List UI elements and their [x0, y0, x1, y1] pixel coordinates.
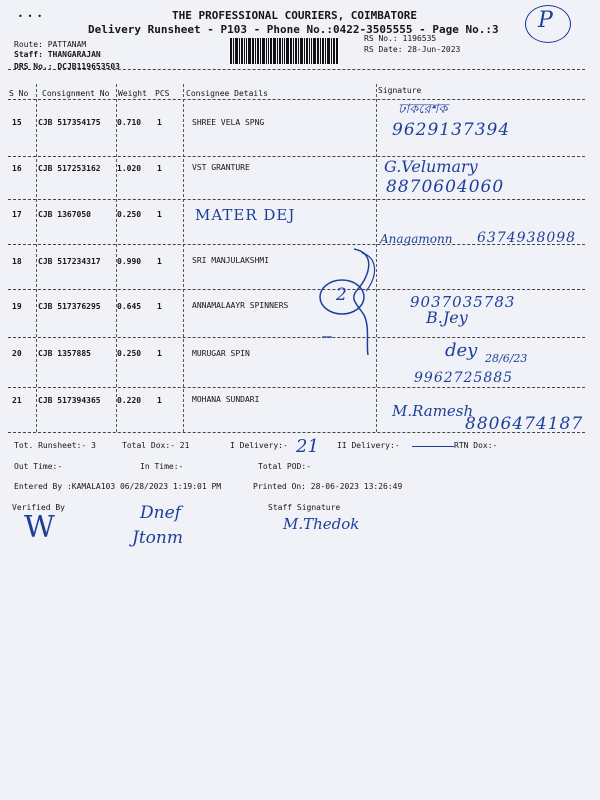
row-consignment: CJB 517354175 — [38, 118, 101, 127]
row-signature-phone: 9629137394 — [392, 120, 511, 140]
row-weight: 0.990 — [117, 257, 142, 266]
total-dox: Total Dox:- 21 — [122, 441, 190, 450]
row-signature-phone: 8806474187 — [465, 414, 584, 434]
row-weight: 0.220 — [117, 396, 142, 405]
total-pod: Total POD:- — [258, 462, 311, 471]
ii-delivery: II Delivery:- — [337, 441, 400, 450]
total-runsheet: Tot. Runsheet:- 3 — [14, 441, 96, 450]
row-signature: dey — [445, 340, 478, 361]
drs-number: DRS No.: DCJB119653503 — [14, 62, 120, 71]
row-rule — [8, 199, 585, 200]
row-signature: M.Ramesh — [392, 402, 474, 420]
col-divider-1 — [36, 84, 37, 432]
col-header-sno: S No — [9, 89, 29, 98]
row-signature: G.Velumary — [384, 157, 478, 176]
row-pcs: 1 — [157, 349, 162, 358]
row-signature: MATER DEJ — [195, 206, 296, 224]
rule-top — [8, 69, 585, 70]
row-pcs: 1 — [157, 302, 162, 311]
out-time: Out Time:- — [14, 462, 63, 471]
row-sno: 16 — [12, 164, 22, 173]
col-header-pcs: PCS — [155, 89, 170, 98]
row-signature: Anagamonn — [380, 232, 453, 246]
row-rule — [8, 156, 585, 157]
header-dots: • • • — [18, 12, 43, 21]
row-pcs: 1 — [157, 164, 162, 173]
row-sno: 15 — [12, 118, 22, 127]
runsheet-subtitle: Delivery Runsheet - P103 - Phone No.:0422-3505555 - Page No.:3 — [88, 23, 499, 36]
row-rule — [8, 337, 585, 338]
col-header-consignee: Consignee Details — [186, 89, 268, 98]
row-consignee: SHREE VELA SPNG — [192, 118, 265, 127]
row-consignee: ANNAMALAAYR SPINNERS — [192, 301, 289, 310]
row-pcs: 1 — [157, 396, 162, 405]
row-signature-phone: 6374938098 — [477, 230, 577, 246]
row-weight: 0.710 — [117, 118, 142, 127]
bracket-annotation — [318, 245, 388, 360]
in-time: In Time:- — [140, 462, 184, 471]
rule-bottom — [8, 432, 585, 433]
row-weight: 1.020 — [117, 164, 142, 173]
row-signature-phone: 9037035783 — [410, 293, 516, 311]
company-title: THE PROFESSIONAL COURIERS, COIMBATORE — [172, 9, 418, 22]
row-signature-phone: 9962725885 — [414, 370, 514, 386]
route-label: Route: PATTANAM — [14, 40, 87, 49]
staff-label: Staff: THANGARAJAN — [14, 50, 101, 59]
rtn-dash-line — [412, 446, 454, 447]
row-signature-phone: 8870604060 — [386, 177, 505, 197]
row-sno: 17 — [12, 210, 22, 219]
page-mark-letter: P — [538, 8, 553, 33]
i-delivery: I Delivery:- — [230, 441, 288, 450]
i-delivery-count: 21 — [296, 436, 319, 457]
staff-signature: M.Thedok — [283, 515, 360, 533]
row-consignee: MURUGAR SPIN — [192, 349, 250, 358]
row-consignee: SRI MANJULAKSHMI — [192, 256, 270, 265]
entered-by: Entered By :KAMALA103 06/28/2023 1:19:01 PM — [14, 482, 222, 491]
row-weight: 0.645 — [117, 302, 142, 311]
row-sno: 20 — [12, 349, 22, 358]
row-consignment: CJB 517253162 — [38, 164, 101, 173]
row-rule — [8, 387, 585, 388]
staff-signature-label: Staff Signature — [268, 503, 341, 512]
barcode — [230, 38, 356, 64]
verified-signature-2: Dnef — [140, 503, 181, 523]
col-header-signature: Signature — [378, 86, 422, 95]
row-rule — [8, 289, 585, 290]
row-pcs: 1 — [157, 118, 162, 127]
row-weight: 0.250 — [117, 210, 142, 219]
rs-number: RS No.: 1196535 — [364, 34, 437, 43]
rtn-dox: RTN Dox:- — [454, 441, 498, 450]
row-consignment: CJB 1357885 — [38, 349, 91, 358]
row-consignment: CJB 517234317 — [38, 257, 101, 266]
row-consignment: CJB 517394365 — [38, 396, 101, 405]
col-header-weight: Weight — [118, 89, 147, 98]
row-signature: B.Jey — [426, 308, 468, 327]
row-consignment: CJB 517376295 — [38, 302, 101, 311]
circled-count: 2 — [336, 285, 347, 305]
row-pcs: 1 — [157, 210, 162, 219]
col-header-consignment: Consignment No — [42, 89, 110, 98]
verified-signature-3: Jtonm — [132, 528, 183, 548]
row-sno: 18 — [12, 257, 22, 266]
rule-header — [8, 99, 585, 100]
row-sno: 19 — [12, 302, 22, 311]
row-pcs: 1 — [157, 257, 162, 266]
rs-date: RS Date: 28-Jun-2023 — [364, 45, 461, 54]
row-consignment: CJB 1367050 — [38, 210, 91, 219]
verified-signature-1: W — [24, 510, 55, 545]
date-note: 28/6/23 — [485, 352, 528, 365]
row-signature: ঢাকরেশক — [398, 102, 448, 117]
row-weight: 0.250 — [117, 349, 142, 358]
verified-by: Verified By — [12, 503, 65, 512]
row-consignee: MOHANA SUNDARI — [192, 395, 260, 404]
col-divider-3 — [183, 84, 184, 432]
row-consignee: VST GRANTURE — [192, 163, 250, 172]
row-sno: 21 — [12, 396, 22, 405]
printed-on: Printed On: 28-06-2023 13:26:49 — [253, 482, 403, 491]
